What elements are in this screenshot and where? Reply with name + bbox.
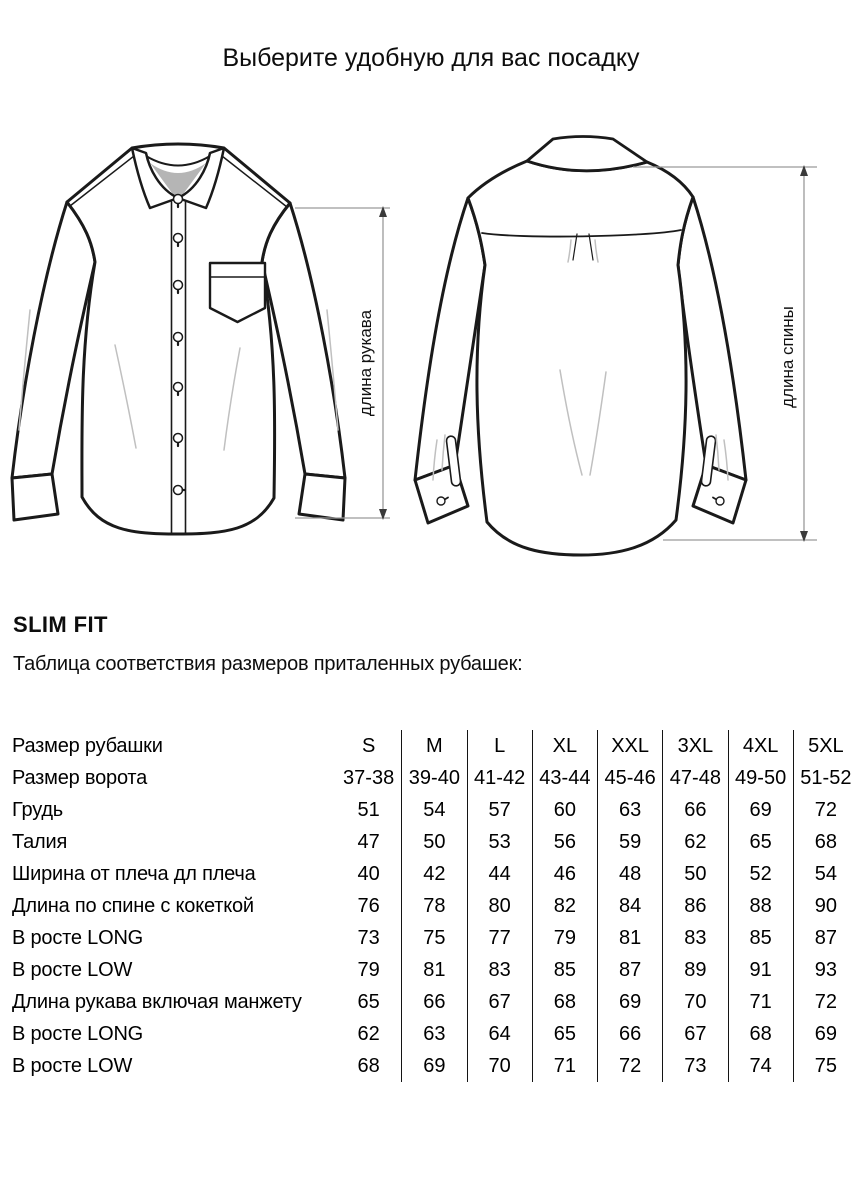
size-cell: L xyxy=(467,730,532,762)
size-cell: 47-48 xyxy=(662,762,727,794)
size-cell: 81 xyxy=(401,954,466,986)
size-cell: 72 xyxy=(597,1050,662,1082)
table-row xyxy=(0,890,860,922)
row-label: Талия xyxy=(12,831,68,853)
size-cell: 72 xyxy=(793,986,858,1018)
size-cell: 88 xyxy=(728,890,793,922)
size-cell: 93 xyxy=(793,954,858,986)
size-cell: 46 xyxy=(532,858,597,890)
size-cell: 60 xyxy=(532,794,597,826)
table-row xyxy=(0,762,860,794)
size-cell: 71 xyxy=(532,1050,597,1082)
size-cell: 80 xyxy=(467,890,532,922)
table-row xyxy=(0,954,860,986)
row-label: Размер ворота xyxy=(12,767,148,789)
size-cell: 90 xyxy=(793,890,858,922)
size-cell: 87 xyxy=(793,922,858,954)
size-cell: 45-46 xyxy=(597,762,662,794)
row-label: В росте LONG xyxy=(12,927,144,949)
size-cell: 75 xyxy=(793,1050,858,1082)
size-cell: 83 xyxy=(467,954,532,986)
size-cell: M xyxy=(401,730,466,762)
size-cell: 68 xyxy=(793,826,858,858)
size-cell: 41-42 xyxy=(467,762,532,794)
size-cell: 79 xyxy=(357,959,380,981)
size-cell: 50 xyxy=(401,826,466,858)
fit-heading: SLIM FIT xyxy=(13,612,108,637)
size-cell: 66 xyxy=(401,986,466,1018)
front-right-cuff xyxy=(299,474,345,520)
size-cell: 68 xyxy=(728,1018,793,1050)
size-cell: 76 xyxy=(357,895,380,917)
table-row xyxy=(0,858,860,890)
size-cell: 66 xyxy=(597,1018,662,1050)
size-cell: 53 xyxy=(467,826,532,858)
size-cell: 54 xyxy=(401,794,466,826)
size-cell: 85 xyxy=(728,922,793,954)
size-cell: 57 xyxy=(467,794,532,826)
size-cell: 70 xyxy=(662,986,727,1018)
row-label: Длина по спине с кокеткой xyxy=(12,895,254,917)
size-cell: 52 xyxy=(728,858,793,890)
table-row xyxy=(0,794,860,826)
size-cell: 59 xyxy=(597,826,662,858)
size-cell: 44 xyxy=(467,858,532,890)
size-cell: S xyxy=(361,735,376,757)
chest-pocket xyxy=(210,263,265,322)
table-row xyxy=(0,730,860,762)
size-cell: 72 xyxy=(793,794,858,826)
size-cell: 87 xyxy=(597,954,662,986)
table-row xyxy=(0,922,860,954)
size-cell: 51-52 xyxy=(793,762,858,794)
front-left-cuff xyxy=(12,474,58,520)
size-cell: XL xyxy=(532,730,597,762)
size-cell: 83 xyxy=(662,922,727,954)
size-cell: 85 xyxy=(532,954,597,986)
size-table xyxy=(0,730,860,1082)
row-label: Длина рукава включая манжету xyxy=(12,991,302,1013)
size-cell: 67 xyxy=(467,986,532,1018)
size-cell: 5XL xyxy=(793,730,858,762)
size-cell: 40 xyxy=(357,863,380,885)
size-cell: 82 xyxy=(532,890,597,922)
size-cell: 65 xyxy=(728,826,793,858)
size-cell: 86 xyxy=(662,890,727,922)
size-cell: 66 xyxy=(662,794,727,826)
row-label: Размер рубашки xyxy=(12,735,163,757)
size-cell: 43-44 xyxy=(532,762,597,794)
size-cell: 37-38 xyxy=(343,767,395,789)
size-cell: 69 xyxy=(728,794,793,826)
sleeve-length-label: длина рукава xyxy=(356,309,375,417)
size-cell: 81 xyxy=(597,922,662,954)
back-body xyxy=(468,161,693,555)
size-cell: 65 xyxy=(357,991,380,1013)
size-cell: 63 xyxy=(597,794,662,826)
size-cell: 70 xyxy=(467,1050,532,1082)
size-cell: 54 xyxy=(793,858,858,890)
page-title: Выберите удобную для вас посадку xyxy=(222,44,640,72)
size-cell: 71 xyxy=(728,986,793,1018)
shirt-diagrams xyxy=(0,130,862,585)
row-label: В росте LONG xyxy=(12,1023,144,1045)
size-cell: 84 xyxy=(597,890,662,922)
size-cell: 73 xyxy=(662,1050,727,1082)
shirt-back-view xyxy=(415,137,746,556)
size-cell: 62 xyxy=(662,826,727,858)
shirt-front-view xyxy=(12,144,345,534)
size-cell: 89 xyxy=(662,954,727,986)
back-collar xyxy=(527,137,647,171)
size-cell: 4XL xyxy=(728,730,793,762)
size-cell: 68 xyxy=(357,1055,380,1077)
size-cell: 69 xyxy=(597,986,662,1018)
row-label: В росте LOW xyxy=(12,959,133,981)
table-row xyxy=(0,1050,860,1082)
size-cell: 63 xyxy=(401,1018,466,1050)
size-cell: 75 xyxy=(401,922,466,954)
size-cell: 68 xyxy=(532,986,597,1018)
row-label: Ширина от плеча дл плеча xyxy=(12,863,256,885)
size-cell: 73 xyxy=(357,927,380,949)
size-cell: 78 xyxy=(401,890,466,922)
size-cell: 64 xyxy=(467,1018,532,1050)
table-row xyxy=(0,986,860,1018)
size-cell: 49-50 xyxy=(728,762,793,794)
size-cell: 91 xyxy=(728,954,793,986)
size-cell: 74 xyxy=(728,1050,793,1082)
size-cell: 56 xyxy=(532,826,597,858)
row-label: В росте LOW xyxy=(12,1055,133,1077)
size-cell: 62 xyxy=(357,1023,380,1045)
table-row xyxy=(0,1018,860,1050)
table-caption: Таблица соответствия размеров приталенных рубашек: xyxy=(13,653,523,675)
size-cell: 39-40 xyxy=(401,762,466,794)
size-cell: XXL xyxy=(597,730,662,762)
size-cell: 69 xyxy=(401,1050,466,1082)
size-cell: 65 xyxy=(532,1018,597,1050)
size-cell: 77 xyxy=(467,922,532,954)
back-length-label: длина спины xyxy=(778,306,797,408)
size-cell: 79 xyxy=(532,922,597,954)
size-cell: 50 xyxy=(662,858,727,890)
size-cell: 3XL xyxy=(662,730,727,762)
size-cell: 67 xyxy=(662,1018,727,1050)
row-label: Грудь xyxy=(12,799,64,821)
size-cell: 48 xyxy=(597,858,662,890)
size-cell: 47 xyxy=(357,831,380,853)
size-cell: 42 xyxy=(401,858,466,890)
table-row xyxy=(0,826,860,858)
size-cell: 69 xyxy=(793,1018,858,1050)
size-cell: 51 xyxy=(357,799,380,821)
